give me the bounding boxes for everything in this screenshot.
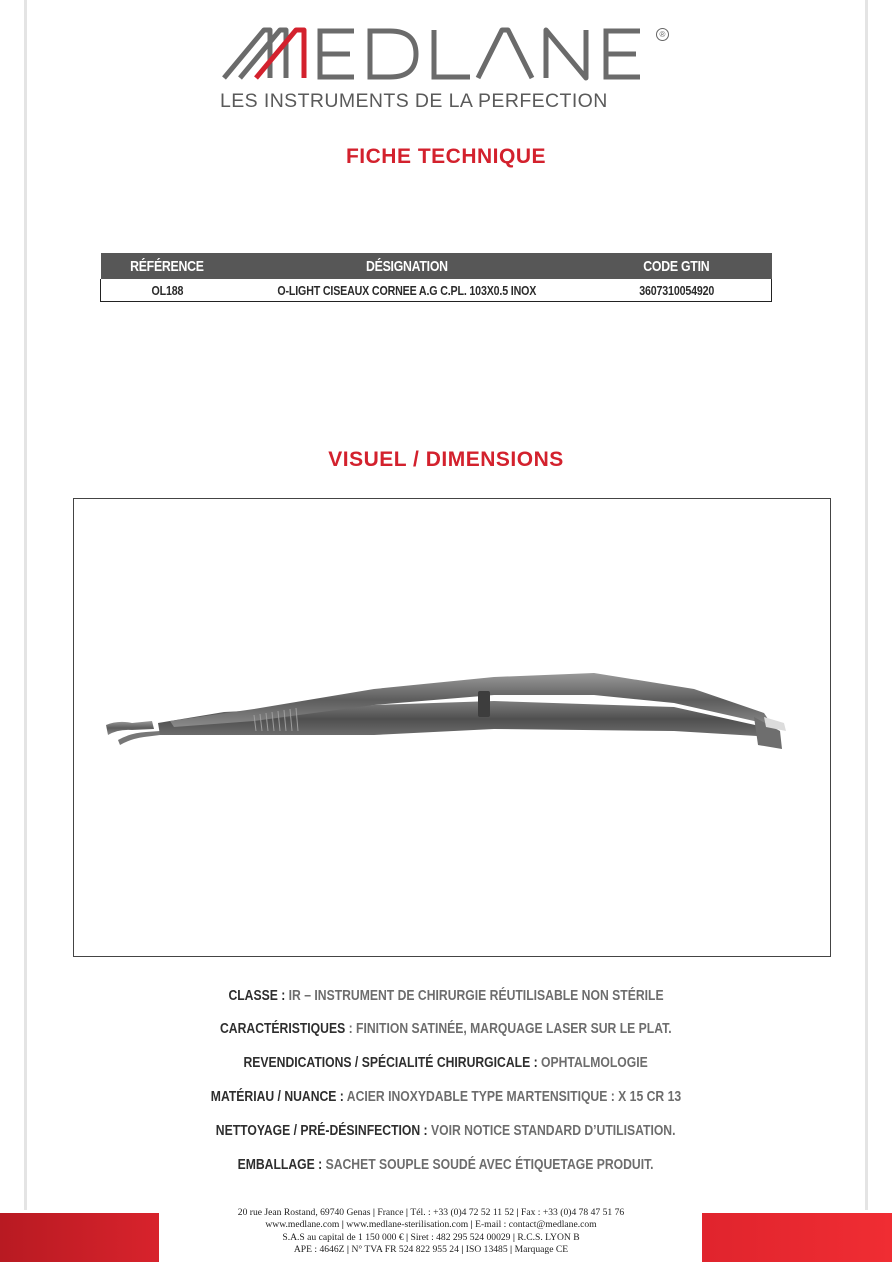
spec-materiau: MATÉRIAU / NUANCE : ACIER INOXYDABLE TYPE MARTENSITIQUE : X 15 CR 13 [210, 1089, 682, 1105]
footer-red-bar-right [702, 1213, 892, 1262]
header-gtin: CODE GTIN [582, 253, 772, 279]
footer-contact-info [160, 1207, 702, 1257]
reference-table [100, 253, 772, 302]
footer-registration-line: APE : 4646Z | N° TVA FR 524 822 955 24 | ISO 13485 | Marquage CE [293, 1244, 569, 1256]
spec-emballage: EMBALLAGE : SACHET SOUPLE SOUDÉ AVEC ÉTIQUETAGE PRODUIT. [238, 1157, 654, 1173]
email-link[interactable]: E-mail : contact@medlane.com [475, 1219, 597, 1231]
spec-caracteristiques: CARACTÉRISTIQUES : FINITION SATINÉE, MARQUAGE LASER SUR LE PLAT. [220, 1021, 672, 1037]
spec-nettoyage: NETTOYAGE / PRÉ-DÉSINFECTION : VOIR NOTICE STANDARD D’UTILISATION. [216, 1123, 676, 1139]
medlane-logo [220, 24, 670, 114]
table-header-row [101, 253, 772, 279]
website-link[interactable]: www.medlane.com [265, 1219, 340, 1231]
table-row [101, 279, 772, 302]
sterilisation-website-link[interactable]: www.medlane-sterilisation.com [346, 1219, 469, 1231]
cell-reference: OL188 [101, 279, 233, 302]
spec-classe: CLASSE : IR – INSTRUMENT DE CHIRURGIE RÉUTILISABLE NON STÉRILE [228, 988, 664, 1004]
product-image-frame [73, 498, 831, 957]
cell-designation: O-LIGHT CISEAUX CORNEE A.G C.PL. 103X0.5 INOX [233, 279, 582, 302]
cell-gtin: 3607310054920 [582, 279, 772, 302]
visuel-dimensions-title: VISUEL / DIMENSIONS [328, 448, 564, 471]
header-reference: RÉFÉRENCE [101, 253, 233, 279]
ophthalmic-scissors-image [74, 499, 830, 956]
footer-red-bar-left [0, 1213, 159, 1262]
header-designation: DÉSIGNATION [233, 253, 582, 279]
logo-wordmark [220, 24, 670, 84]
fiche-technique-title: FICHE TECHNIQUE [345, 145, 546, 168]
logo-tagline: LES INSTRUMENTS DE LA PERFECTION [220, 90, 608, 112]
footer-company-line: S.A.S au capital de 1 150 000 € | Siret : 482 295 524 00029 | R.C.S. LYON B [282, 1231, 580, 1243]
footer-address-line: 20 rue Jean Rostand, 69740 Genas | France | Tél. : +33 (0)4 72 52 11 52 | Fax : +33 (0)4 78 47 51 76 [237, 1207, 625, 1218]
footer-web-line: www.medlane.com | www.medlane-sterilisation.com | E-mail : contact@medlane.com [265, 1219, 597, 1231]
spec-revendications: REVENDICATIONS / SPÉCIALITÉ CHIRURGICALE : OPHTALMOLOGIE [243, 1055, 649, 1071]
registered-mark: ® [656, 28, 669, 41]
